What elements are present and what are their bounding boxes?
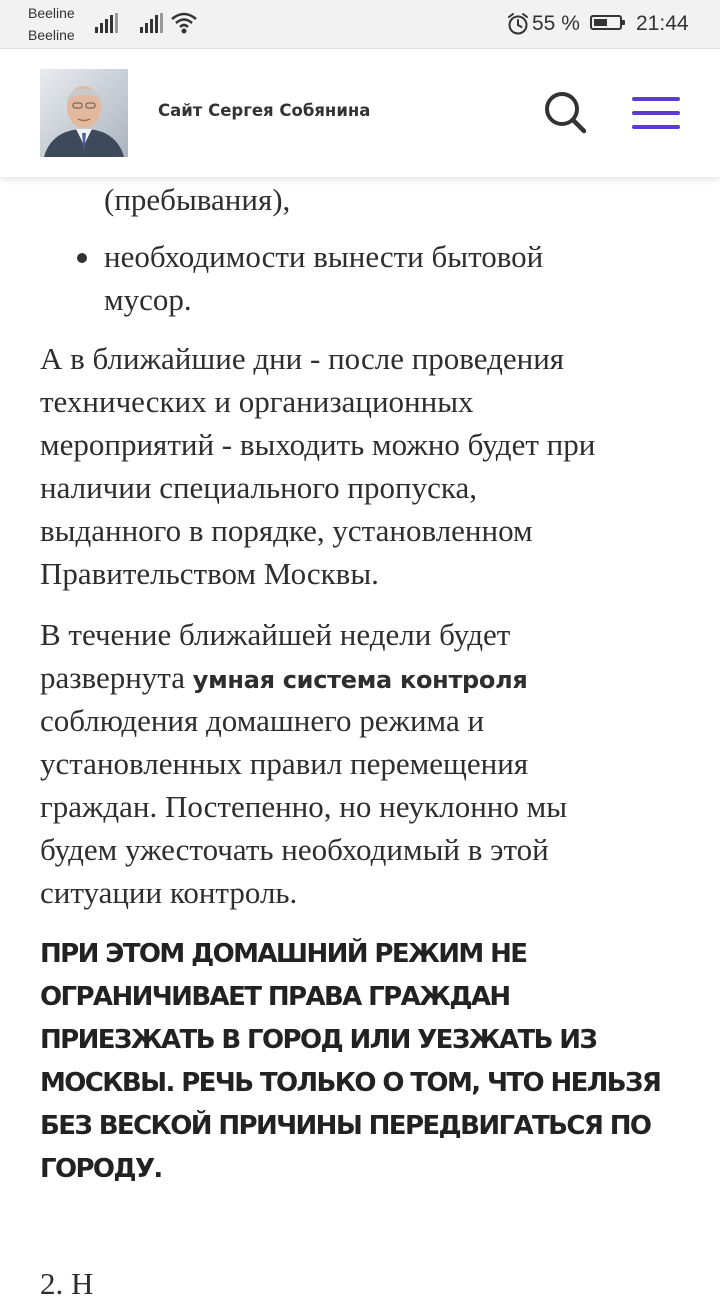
paragraph-text: развернута: [40, 660, 193, 695]
paragraph-line: выданного в порядке, установленном: [40, 513, 533, 548]
paragraph-line: технических и организационных: [40, 384, 474, 419]
list-item-continuation: мусор.: [104, 282, 192, 317]
paragraph-line: будем ужесточать необходимый в этой: [40, 832, 549, 867]
paragraph-line: А в ближайшие дни - после проведения: [40, 341, 565, 376]
hamburger-menu-icon: [632, 97, 680, 101]
list-item-continuation: (пребывания),: [104, 182, 291, 217]
battery-percent: 55 %: [532, 12, 580, 35]
emphasis-line: МОСКВЫ. РЕЧЬ ТОЛЬКО О ТОМ, ЧТО НЕЛЬЗЯ: [40, 1068, 661, 1098]
emphasis-line: ОГРАНИЧИВАЕТ ПРАВА ГРАЖДАН: [40, 982, 510, 1012]
bold-phrase: умная система контроля: [192, 666, 528, 694]
site-title[interactable]: Сайт Сергея Собянина: [158, 101, 371, 120]
menu-button[interactable]: [624, 89, 688, 137]
hamburger-menu-icon: [632, 111, 680, 115]
avatar-portrait-icon: [40, 69, 128, 157]
carrier-label: Beeline: [28, 27, 75, 43]
paragraph-line: граждан. Постепенно, но неуклонно мы: [40, 789, 568, 824]
hamburger-menu-icon: [632, 125, 680, 129]
clock: 21:44: [636, 12, 689, 35]
emphasis-line: ПРИЕЗЖАТЬ В ГОРОД ИЛИ УЕЗЖАТЬ ИЗ: [40, 1025, 597, 1055]
emphasis-line: БЕЗ ВЕСКОЙ ПРИЧИНЫ ПЕРЕДВИГАТЬСЯ ПО: [40, 1111, 651, 1141]
paragraph-line: мероприятий - выходить можно будет при: [40, 427, 596, 462]
paragraph-line: ситуации контроль.: [40, 875, 298, 910]
avatar[interactable]: [40, 69, 128, 157]
paragraph-line: Правительством Москвы.: [40, 556, 379, 591]
search-button[interactable]: [538, 85, 594, 141]
paragraph-line: В течение ближайшей недели будет: [40, 617, 511, 652]
site-header: [0, 49, 720, 177]
list-item: необходимости вынести бытовой: [104, 239, 544, 274]
search-icon: [538, 85, 594, 141]
carrier-label: Beeline: [28, 5, 75, 21]
paragraph-line: наличии специального пропуска,: [40, 470, 477, 505]
paragraph-line: [40, 656, 528, 702]
list-bullet: [77, 253, 87, 263]
emphasis-line: ПРИ ЭТОМ ДОМАШНИЙ РЕЖИМ НЕ: [40, 939, 527, 969]
next-section-heading: 2. Н: [40, 1266, 94, 1301]
paragraph-line: соблюдения домашнего режима и: [40, 703, 485, 738]
emphasis-line: ГОРОДУ.: [40, 1154, 162, 1184]
paragraph-line: установленных правил перемещения: [40, 746, 529, 781]
